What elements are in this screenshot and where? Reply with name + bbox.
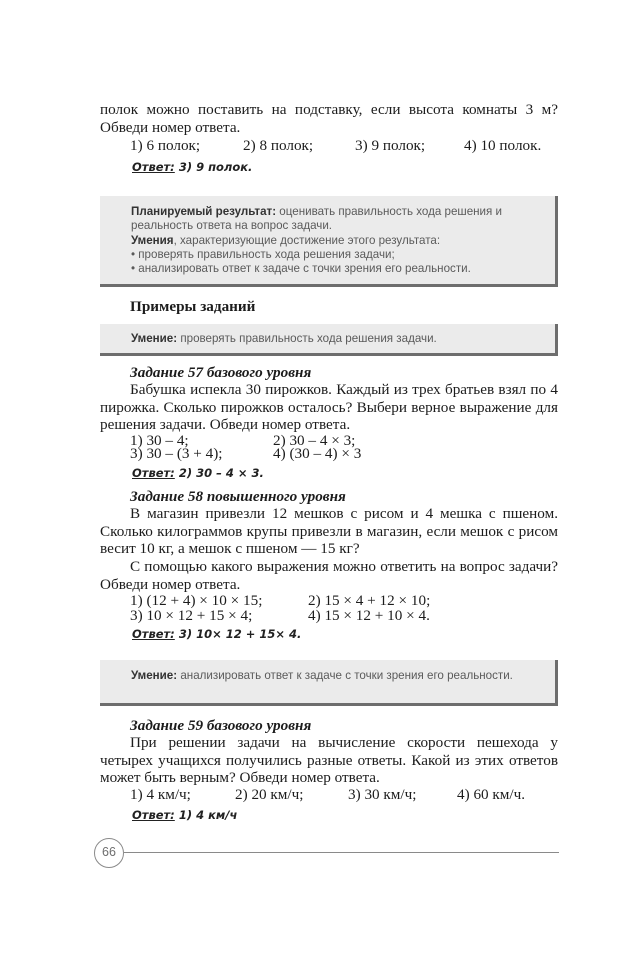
task-59-answer: [132, 808, 237, 822]
task-59-option-4: 4) 60 км/ч.: [457, 786, 526, 803]
planned-result-label: Планируемый результат:: [131, 205, 277, 218]
skills-bullet-2: • анализировать ответ к задаче с точки зрения его реальности.: [131, 262, 471, 276]
task-57-option-4: 4) (30 – 4) × 3: [273, 445, 362, 462]
answer-value: 1) 4 км/ч: [178, 808, 238, 822]
task-58-option-4: 4) 15 × 12 + 10 × 4.: [308, 607, 430, 624]
task-59-option-2: 2) 20 км/ч;: [235, 786, 304, 803]
answer-label: Ответ:: [132, 808, 175, 822]
task-57-option-2: 2) 30 – 4 × 3;: [273, 432, 356, 449]
task-59-text: При решении задачи на вычисление скорости пешехода у четырех учащихся получились разные ответы. Какой из этих ответов может быть верным? Обведи номер ответа.: [100, 734, 558, 787]
footer-rule: [124, 852, 559, 853]
skills-text: , характеризующие достижение этого результата:: [173, 233, 441, 247]
intro-answer: [132, 160, 252, 174]
answer-label: Ответ:: [132, 466, 175, 480]
intro-option-1: 1) 6 полок;: [130, 137, 201, 154]
task-58-title: Задание 58 повышенного уровня: [130, 488, 346, 505]
answer-value: 2) 30 – 4 × 3.: [178, 466, 264, 480]
intro-option-2: 2) 8 полок;: [243, 137, 314, 154]
task-57-option-1: 1) 30 – 4;: [130, 432, 189, 449]
page-number: 66: [94, 838, 124, 868]
skill-text: проверять правильность хода решения задачи.: [180, 332, 437, 345]
answer-label: Ответ:: [132, 627, 175, 641]
planned-result: [131, 205, 545, 234]
task-59-title: Задание 59 базового уровня: [130, 717, 312, 734]
task-58-option-2: 2) 15 × 4 + 12 × 10;: [308, 592, 431, 609]
answer-label: Ответ:: [132, 160, 175, 174]
task-57-text: Бабушка испекла 30 пирожков. Каждый из трех братьев взял по 4 пирожка. Сколько пирожков осталось? Выбери верное выражение для решения задачи. Обведи номер ответа.: [100, 381, 558, 434]
examples-heading: Примеры заданий: [130, 298, 256, 315]
skills-intro: [131, 234, 545, 248]
skill-label: Умение:: [131, 332, 178, 345]
task-58-option-3: 3) 10 × 12 + 15 × 4;: [130, 607, 253, 624]
task-58-question: С помощью какого выражения можно ответить на вопрос задачи? Обведи номер ответа.: [100, 558, 558, 593]
task-57-title: Задание 57 базового уровня: [130, 364, 312, 381]
task-59-option-1: 1) 4 км/ч;: [130, 786, 191, 803]
intro-option-4: 4) 10 полок.: [464, 137, 542, 154]
task-57-answer: [132, 466, 264, 480]
planned-result-box: [100, 196, 558, 287]
skill-box-1: [100, 324, 558, 356]
skills-label: Умения: [131, 233, 174, 247]
intro-option-3: 3) 9 полок;: [355, 137, 426, 154]
skill-box-2: [100, 660, 558, 706]
task-58-text: В магазин привезли 12 мешков с рисом и 4 мешка с пшеном. Сколько килограммов крупы привезли в магазин, если мешок с рисом весит 10 кг, а мешок с пшеном — 15 кг?: [100, 505, 558, 558]
skill-label: Умение:: [131, 669, 178, 682]
task-58-option-1: 1) (12 + 4) × 10 × 15;: [130, 592, 263, 609]
task-59-option-3: 3) 30 км/ч;: [348, 786, 417, 803]
answer-value: 3) 9 полок.: [178, 160, 253, 174]
answer-value: 3) 10× 12 + 15× 4.: [178, 627, 302, 641]
skill-text: анализировать ответ к задаче с точки зрения его реальности.: [180, 669, 513, 682]
planned-result-text: оценивать правильность хода решения и реальность ответа на вопрос задачи.: [131, 205, 503, 233]
skills-bullet-1: • проверять правильность хода решения задачи;: [131, 247, 395, 261]
task-58-answer: [132, 627, 301, 641]
intro-text: полок можно поставить на подставку, если высота комнаты 3 м? Обведи номер ответа.: [100, 101, 558, 136]
task-57-option-3: 3) 30 – (3 + 4);: [130, 445, 223, 462]
